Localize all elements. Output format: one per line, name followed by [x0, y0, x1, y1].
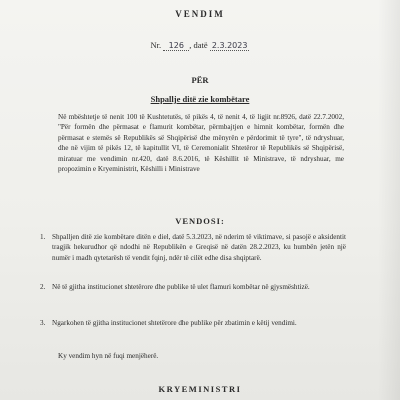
subject-heading: Shpallje ditë zie kombëtare	[150, 94, 250, 104]
item-number: 2.	[40, 283, 46, 291]
page-shadow	[378, 0, 400, 400]
decision-number-line	[0, 40, 400, 51]
decides-heading: VENDOSI:	[175, 216, 225, 226]
document-title: VENDIM	[175, 9, 225, 19]
item-text: Shpalljen ditë zie kombëtare ditën e diel, datë 5.3.2023, në nderim të viktimave, si pasojë e aksidentit tragjik hekurudhor që ndodhi në Republikën e Greqisë në datën 28.2.2023, ku humbën jetën një numër i madh qytetarësh të vendit fqinj, ndër të cilët edhe disa shqiptarë.	[52, 233, 346, 262]
item-number: 3.	[40, 319, 46, 327]
item-number: 1.	[40, 233, 46, 241]
date-label: , datë	[189, 40, 208, 50]
number-label: Nr.	[150, 40, 162, 50]
decision-number: 126	[163, 41, 189, 51]
preamble-paragraph: Në mbështetje të nenit 100 të Kushtetutës, të pikës 4, të nenit 4, të ligjit nr.8926, datë 22.7.2002, "Për formën dhe përmasat e flamurit kombëtar, përmbajtjen e himnit kombëtar, formën dhe përmasat e stemës së Republikës së Shqipërisë dhe mënyrën e përdorimit të tyre", të ndryshuar, dhe në vijim të pikës 12, të kapitullit VI, të Ceremonialit Shtetëror të Republikës së Shqipërisë, miratuar me vendimin nr.420, datë 8.6.2016, të Këshillit të Ministrave, të ndryshuar, me propozimin e Kryeministrit, Këshilli i Ministrave	[58, 113, 344, 174]
item-text: Ngarkohen të gjitha institucionet shtetërore dhe publike për zbatimin e këtij vendimi.	[52, 319, 297, 327]
signer-title: KRYEMINISTRI	[158, 384, 242, 394]
per-heading: PËR	[191, 75, 209, 85]
item-text: Në të gjitha institucionet shtetërore dhe publike të ulet flamuri kombëtar në gjysmështizë.	[52, 283, 310, 291]
closing-statement: Ky vendim hyn në fuqi menjëherë.	[58, 352, 159, 360]
decision-date: 2.3.2023	[211, 41, 248, 50]
